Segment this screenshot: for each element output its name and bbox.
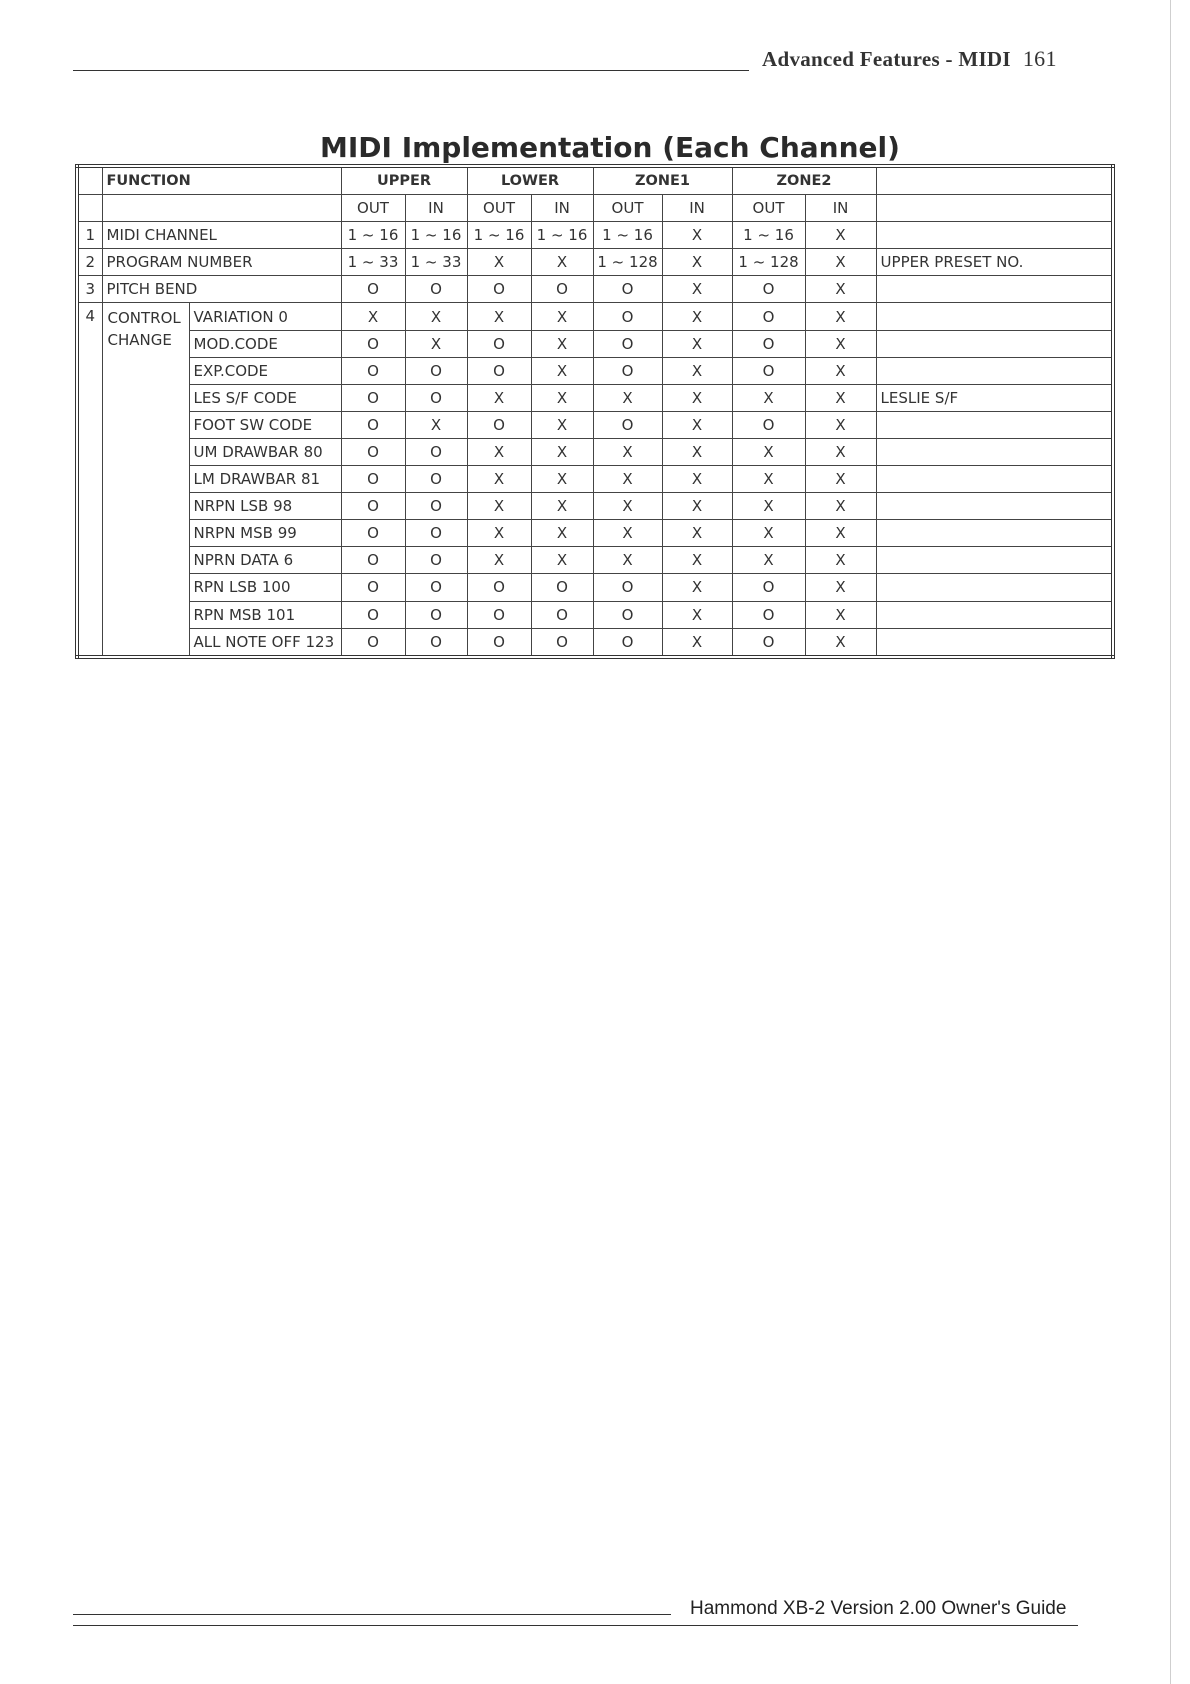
note-cell: [876, 628, 1113, 657]
value-cell: O: [467, 357, 531, 384]
value-cell: O: [531, 276, 593, 303]
value-cell: X: [662, 547, 732, 574]
value-cell: O: [732, 303, 805, 330]
value-cell: X: [662, 330, 732, 357]
sub-function-label: ALL NOTE OFF 123: [189, 628, 341, 657]
table-row: [77, 438, 1113, 465]
value-cell: X: [593, 384, 662, 411]
sub-function-label: FOOT SW CODE: [189, 411, 341, 438]
value-cell: X: [805, 628, 876, 657]
value-cell: O: [732, 276, 805, 303]
value-cell: O: [467, 411, 531, 438]
value-cell: O: [732, 357, 805, 384]
sub-function-label: EXP.CODE: [189, 357, 341, 384]
note-cell: [876, 357, 1113, 384]
value-cell: X: [593, 493, 662, 520]
function-sub-cell: [102, 195, 341, 222]
value-cell: X: [593, 466, 662, 493]
value-cell: O: [405, 574, 467, 601]
note-cell: [876, 438, 1113, 465]
running-header: [762, 46, 1057, 72]
value-cell: O: [732, 574, 805, 601]
value-cell: X: [593, 520, 662, 547]
sub-header: IN: [405, 195, 467, 222]
value-cell: 1 ~ 128: [732, 249, 805, 276]
control-change-label: [102, 303, 189, 657]
value-cell: X: [732, 466, 805, 493]
value-cell: X: [593, 547, 662, 574]
page-number: 161: [1022, 46, 1057, 71]
value-cell: O: [341, 276, 405, 303]
value-cell: O: [405, 547, 467, 574]
value-cell: X: [662, 574, 732, 601]
value-cell: X: [732, 520, 805, 547]
note-cell: [876, 411, 1113, 438]
group-header-row: [77, 166, 1113, 195]
value-cell: O: [732, 330, 805, 357]
value-cell: 1 ~ 16: [732, 222, 805, 249]
sub-header: IN: [531, 195, 593, 222]
sub-header: IN: [805, 195, 876, 222]
value-cell: O: [732, 411, 805, 438]
value-cell: X: [805, 384, 876, 411]
value-cell: O: [593, 628, 662, 657]
value-cell: X: [805, 222, 876, 249]
note-cell: UPPER PRESET NO.: [876, 249, 1113, 276]
value-cell: O: [341, 547, 405, 574]
footer-rule: [73, 1625, 1078, 1626]
value-cell: X: [662, 466, 732, 493]
table-row: [77, 466, 1113, 493]
table-row: [77, 628, 1113, 657]
table-row: [77, 330, 1113, 357]
note-cell: [876, 601, 1113, 628]
value-cell: X: [531, 520, 593, 547]
sub-function-label: NRPN LSB 98: [189, 493, 341, 520]
value-cell: O: [341, 438, 405, 465]
value-cell: O: [467, 276, 531, 303]
value-cell: O: [593, 601, 662, 628]
sub-header: OUT: [341, 195, 405, 222]
note-cell: [876, 303, 1113, 330]
header-section: Advanced Features - MIDI: [762, 47, 1011, 71]
value-cell: X: [593, 438, 662, 465]
sub-function-label: VARIATION 0: [189, 303, 341, 330]
value-cell: O: [467, 574, 531, 601]
value-cell: X: [662, 357, 732, 384]
note-cell: [876, 493, 1113, 520]
value-cell: X: [467, 438, 531, 465]
sub-header: OUT: [732, 195, 805, 222]
value-cell: O: [531, 574, 593, 601]
value-cell: O: [405, 357, 467, 384]
function-label: PITCH BEND: [102, 276, 341, 303]
sub-function-label: LM DRAWBAR 81: [189, 466, 341, 493]
value-cell: O: [341, 628, 405, 657]
value-cell: X: [531, 466, 593, 493]
value-cell: O: [531, 628, 593, 657]
value-cell: X: [405, 330, 467, 357]
sub-header: OUT: [467, 195, 531, 222]
group-header: ZONE2: [732, 166, 876, 195]
midi-implementation-table: [75, 164, 1115, 659]
value-cell: X: [805, 249, 876, 276]
value-cell: O: [593, 574, 662, 601]
value-cell: X: [531, 249, 593, 276]
sub-function-label: RPN MSB 101: [189, 601, 341, 628]
control-change-line2: CHANGE: [107, 331, 172, 350]
value-cell: X: [467, 493, 531, 520]
footer-title: Hammond XB-2 Version 2.00 Owner's Guide: [690, 1598, 1067, 1619]
value-cell: X: [662, 411, 732, 438]
value-cell: X: [732, 384, 805, 411]
value-cell: O: [405, 276, 467, 303]
index-header-cell: [77, 195, 102, 222]
value-cell: X: [467, 384, 531, 411]
control-change-line1: CONTROL: [107, 309, 181, 328]
row-number: 1: [77, 222, 102, 249]
value-cell: O: [405, 601, 467, 628]
value-cell: X: [732, 493, 805, 520]
table-row: [77, 520, 1113, 547]
sub-function-label: NPRN DATA 6: [189, 547, 341, 574]
value-cell: X: [805, 466, 876, 493]
value-cell: X: [805, 601, 876, 628]
note-cell: [876, 222, 1113, 249]
value-cell: 1 ~ 16: [531, 222, 593, 249]
sub-function-label: NRPN MSB 99: [189, 520, 341, 547]
value-cell: X: [732, 547, 805, 574]
row-number: 4: [77, 303, 102, 657]
value-cell: X: [341, 303, 405, 330]
value-cell: X: [467, 249, 531, 276]
value-cell: X: [805, 438, 876, 465]
value-cell: O: [341, 520, 405, 547]
value-cell: O: [467, 601, 531, 628]
value-cell: X: [805, 520, 876, 547]
value-cell: O: [341, 330, 405, 357]
note-cell: [876, 547, 1113, 574]
value-cell: X: [805, 411, 876, 438]
value-cell: O: [405, 438, 467, 465]
function-header: FUNCTION: [102, 166, 341, 195]
value-cell: O: [341, 493, 405, 520]
table-row: [77, 249, 1113, 276]
table-row: [77, 601, 1113, 628]
value-cell: X: [531, 438, 593, 465]
sub-function-label: RPN LSB 100: [189, 574, 341, 601]
value-cell: X: [662, 249, 732, 276]
value-cell: 1 ~ 16: [405, 222, 467, 249]
table-row: [77, 303, 1113, 330]
note-header-cell: [876, 195, 1113, 222]
function-label: PROGRAM NUMBER: [102, 249, 341, 276]
table-row: [77, 384, 1113, 411]
sub-header-row: [77, 195, 1113, 222]
value-cell: X: [405, 411, 467, 438]
value-cell: X: [805, 276, 876, 303]
value-cell: O: [341, 466, 405, 493]
value-cell: X: [531, 493, 593, 520]
value-cell: O: [593, 303, 662, 330]
value-cell: X: [662, 276, 732, 303]
value-cell: X: [531, 330, 593, 357]
value-cell: X: [805, 330, 876, 357]
value-cell: O: [405, 520, 467, 547]
index-header-cell: [77, 166, 102, 195]
value-cell: O: [531, 601, 593, 628]
value-cell: O: [593, 411, 662, 438]
row-number: 2: [77, 249, 102, 276]
value-cell: X: [467, 547, 531, 574]
note-cell: [876, 466, 1113, 493]
table-row: [77, 574, 1113, 601]
value-cell: 1 ~ 33: [405, 249, 467, 276]
value-cell: X: [805, 574, 876, 601]
value-cell: O: [732, 601, 805, 628]
value-cell: 1 ~ 16: [341, 222, 405, 249]
value-cell: X: [405, 303, 467, 330]
value-cell: O: [467, 628, 531, 657]
value-cell: X: [531, 411, 593, 438]
group-header: UPPER: [341, 166, 467, 195]
value-cell: O: [341, 411, 405, 438]
value-cell: O: [405, 384, 467, 411]
value-cell: 1 ~ 128: [593, 249, 662, 276]
table-body: [77, 166, 1113, 657]
table-row: [77, 276, 1113, 303]
value-cell: X: [662, 384, 732, 411]
note-cell: [876, 330, 1113, 357]
value-cell: X: [467, 520, 531, 547]
value-cell: O: [593, 276, 662, 303]
value-cell: O: [593, 330, 662, 357]
sub-header: OUT: [593, 195, 662, 222]
note-header-cell: [876, 166, 1113, 195]
value-cell: O: [405, 466, 467, 493]
value-cell: X: [662, 222, 732, 249]
value-cell: O: [405, 628, 467, 657]
value-cell: O: [467, 330, 531, 357]
page-title: MIDI Implementation (Each Channel): [320, 131, 900, 164]
sub-header: IN: [662, 195, 732, 222]
value-cell: 1 ~ 33: [341, 249, 405, 276]
value-cell: X: [662, 493, 732, 520]
note-cell: LESLIE S/F: [876, 384, 1113, 411]
value-cell: X: [467, 466, 531, 493]
row-number: 3: [77, 276, 102, 303]
value-cell: O: [341, 574, 405, 601]
value-cell: O: [405, 493, 467, 520]
value-cell: O: [341, 357, 405, 384]
value-cell: X: [805, 493, 876, 520]
note-cell: [876, 574, 1113, 601]
table-row: [77, 357, 1113, 384]
value-cell: X: [805, 547, 876, 574]
value-cell: X: [662, 628, 732, 657]
value-cell: X: [531, 384, 593, 411]
value-cell: X: [662, 438, 732, 465]
value-cell: 1 ~ 16: [467, 222, 531, 249]
sub-function-label: LES S/F CODE: [189, 384, 341, 411]
header-rule: [73, 70, 749, 71]
value-cell: X: [531, 547, 593, 574]
table-row: [77, 547, 1113, 574]
value-cell: X: [805, 303, 876, 330]
value-cell: O: [341, 384, 405, 411]
sub-function-label: UM DRAWBAR 80: [189, 438, 341, 465]
value-cell: 1 ~ 16: [593, 222, 662, 249]
value-cell: O: [732, 628, 805, 657]
function-label: MIDI CHANNEL: [102, 222, 341, 249]
page-edge: [1170, 0, 1171, 1684]
sub-function-label: MOD.CODE: [189, 330, 341, 357]
value-cell: X: [467, 303, 531, 330]
table-row: [77, 411, 1113, 438]
value-cell: X: [662, 601, 732, 628]
note-cell: [876, 276, 1113, 303]
value-cell: X: [662, 303, 732, 330]
table-row: [77, 493, 1113, 520]
note-cell: [876, 520, 1113, 547]
value-cell: X: [662, 520, 732, 547]
value-cell: O: [593, 357, 662, 384]
group-header: ZONE1: [593, 166, 732, 195]
value-cell: X: [531, 357, 593, 384]
table-row: [77, 222, 1113, 249]
group-header: LOWER: [467, 166, 593, 195]
footer-rule: [73, 1614, 671, 1615]
value-cell: X: [531, 303, 593, 330]
value-cell: X: [732, 438, 805, 465]
value-cell: X: [805, 357, 876, 384]
value-cell: O: [341, 601, 405, 628]
